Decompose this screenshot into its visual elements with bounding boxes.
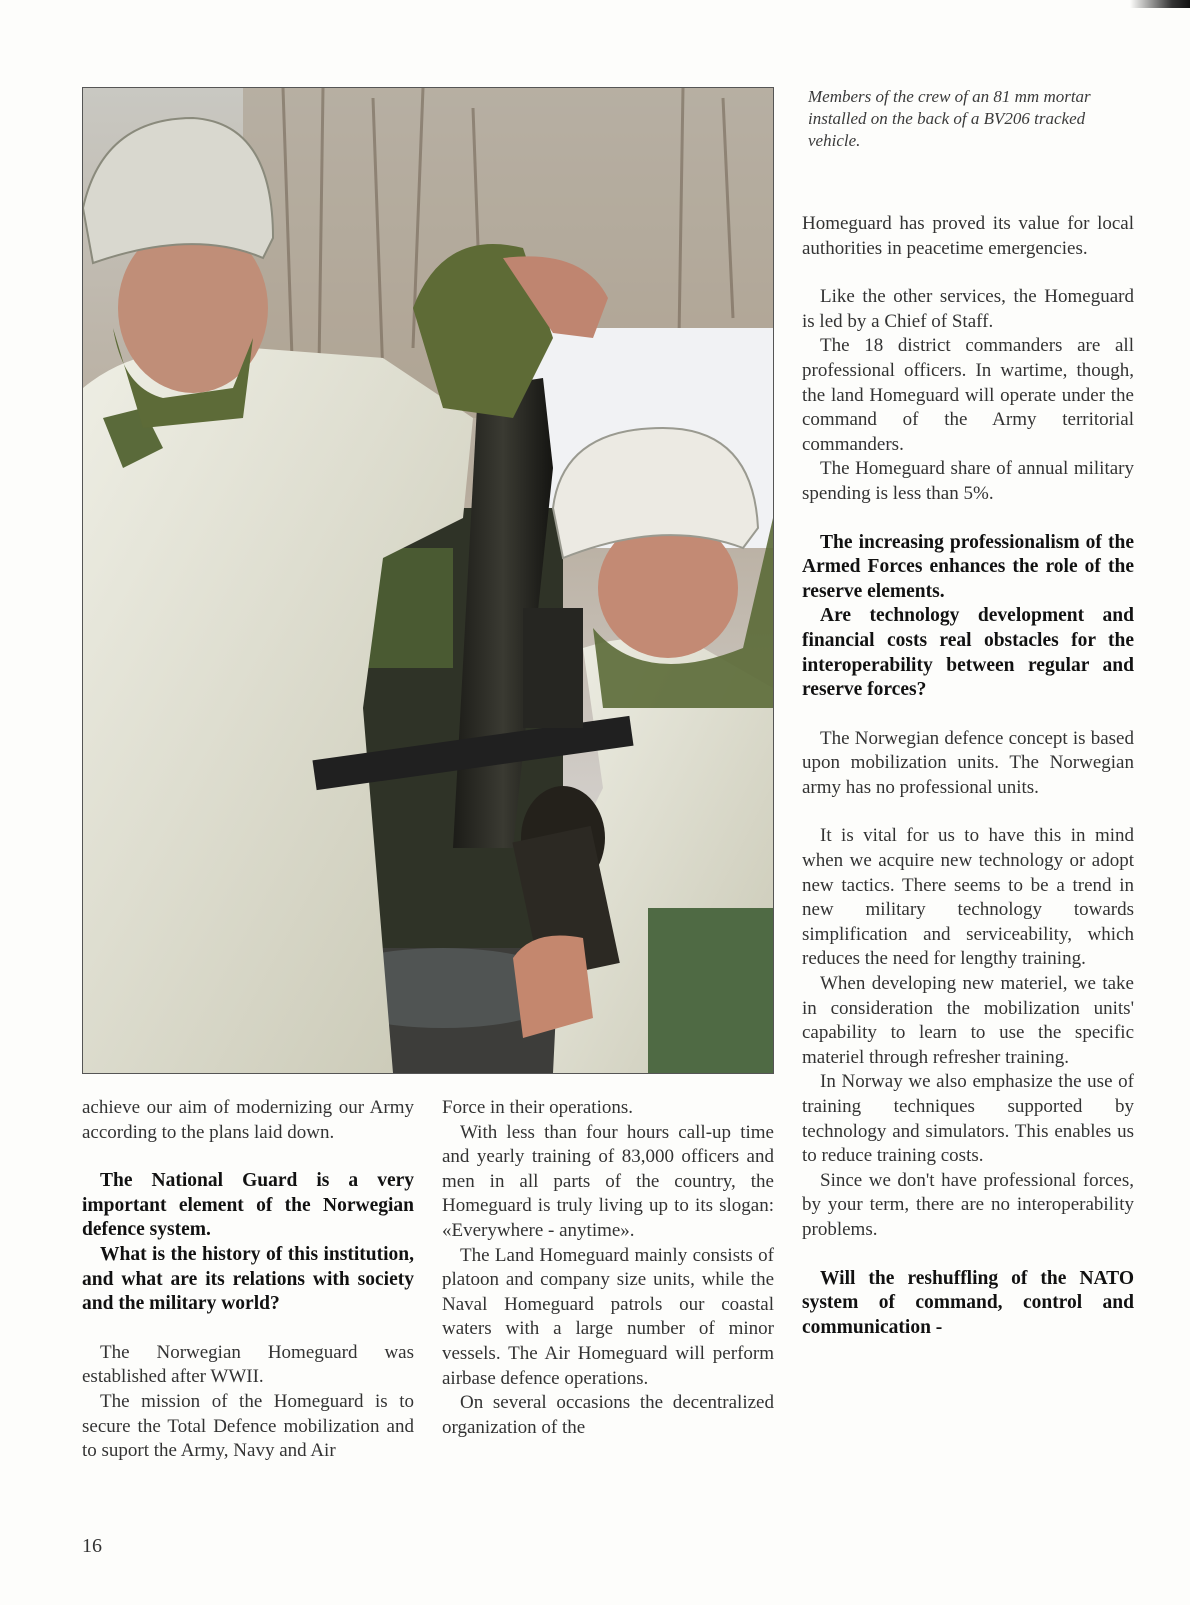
page-number: 16 (82, 1535, 102, 1557)
mortar-crew-photo (82, 87, 774, 1074)
paragraph: The Homeguard share of annual military spending is less than 5%. (802, 458, 1134, 504)
paragraph: The mission of the Homeguard is to secure the Total Defence mobilization and to suport the Army, Navy and Air (82, 1390, 414, 1462)
interview-question: Are technology development and financial costs real obstacles for the interoperability between regular and reserve forces? (802, 605, 1134, 701)
paragraph: With less than four hours call-up time and yearly training of 83,000 officers and men in all parts of the country, the Homeguard is truly living up to its slogan: «Everywhere - anytime». (442, 1121, 774, 1241)
paragraph: Force in their operations. (442, 1097, 634, 1118)
paragraph: The Norwegian defence concept is based upon mobilization units. The Norwegian army has no professional units. (802, 727, 1134, 798)
paragraph: Homeguard has proved its value for local authorities in peacetime emergencies. (802, 213, 1134, 259)
paragraph: The Land Homeguard mainly consists of platoon and company size units, while the Naval Homeguard patrols our coastal waters with a large number of minor vessels. The Air Homeguard will perform airbase defence operations. (442, 1244, 774, 1389)
photo-caption: Members of the crew of an 81 mm mortar installed on the back of a BV206 tracked vehicle. (808, 87, 1091, 150)
paragraph: It is vital for us to have this in mind when we acquire new technology or adopt new tactics. There seems to be a trend in new military technology towards simplification and serviceability, which reduces the need for lengthy training. (802, 825, 1134, 970)
paragraph: The 18 district commanders are all professional officers. In wartime, though, the land Homeguard will operate under the command of the Army territorial commanders. (802, 335, 1134, 455)
text-column-2 (442, 1096, 774, 1440)
interview-question: What is the history of this institution, and what are its relations with society and the military world? (82, 1243, 414, 1315)
interview-question: The National Guard is a very important element of the Norwegian defence system. (82, 1170, 414, 1241)
page-corner-mark (1130, 0, 1190, 8)
paragraph: The Norwegian Homeguard was established after WWII. (82, 1341, 414, 1388)
text-column-1 (82, 1096, 414, 1464)
paragraph: On several occasions the decentralized organization of the (442, 1392, 774, 1438)
paragraph: achieve our aim of modernizing our Army according to the plans laid down. (82, 1097, 414, 1143)
paragraph: When developing new materiel, we take in consideration the mobilization units' capability to learn to use the specific materiel through refresher training. (802, 973, 1134, 1068)
text-column-3 (802, 212, 1134, 1340)
interview-question: Will the reshuffling of the NATO system of command, control and communication - (802, 1267, 1134, 1338)
paragraph: In Norway we also emphasize the use of training techniques supported by technology and simulators. This enables us to reduce training costs. (802, 1071, 1134, 1167)
paragraph: Since we don't have professional forces, by your term, there are no interoperability problems. (802, 1169, 1134, 1240)
paragraph: Like the other services, the Homeguard is led by a Chief of Staff. (802, 286, 1134, 332)
interview-question: The increasing professionalism of the Armed Forces enhances the role of the reserve elements. (802, 531, 1134, 602)
